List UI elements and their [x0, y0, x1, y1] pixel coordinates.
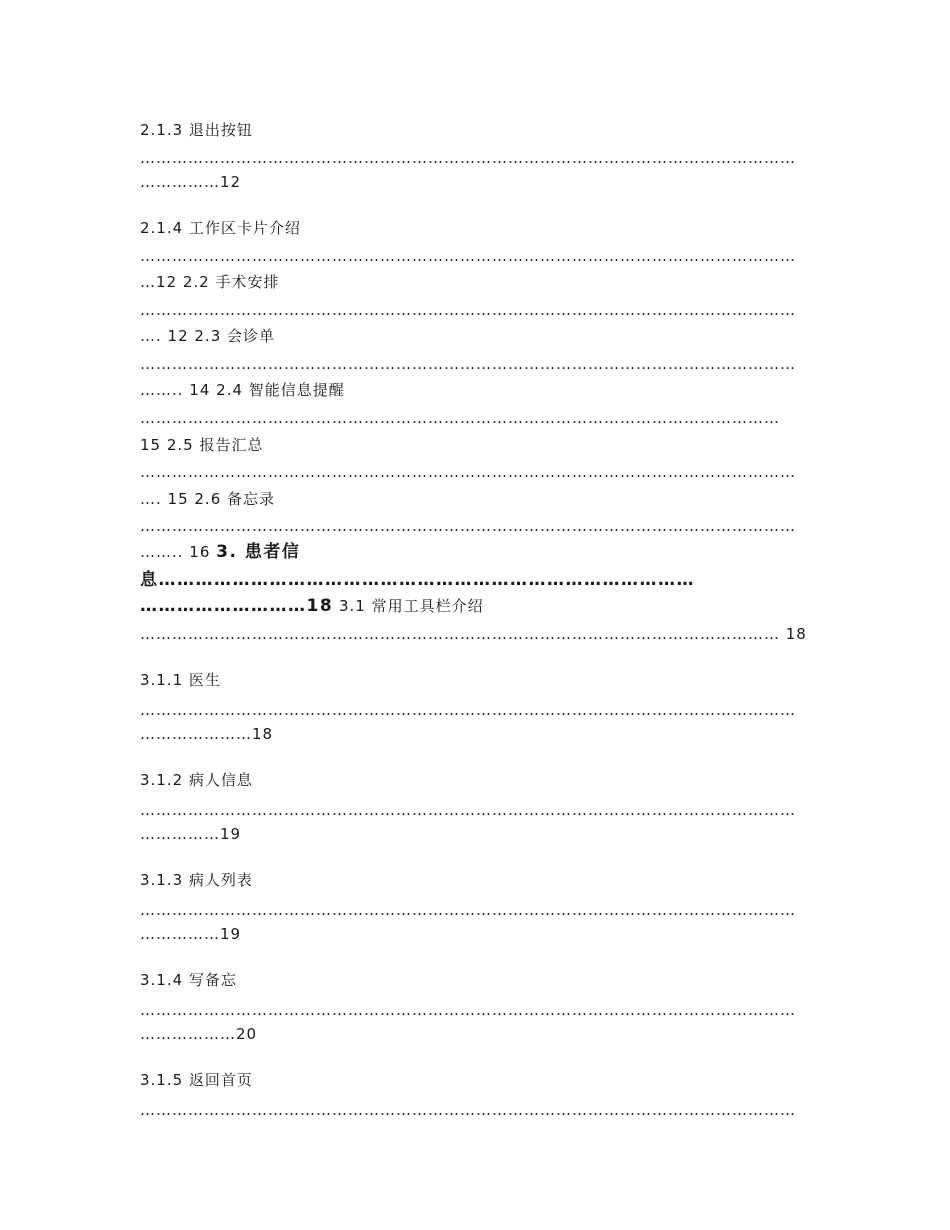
toc-line: …. 12 2.3 会诊单	[140, 327, 276, 345]
toc-leader: ……………………………………………………………………………………………………………	[140, 355, 796, 373]
toc-line: ……………19	[140, 925, 242, 943]
toc-leader: ……………………………………………………………………………………………………………	[140, 463, 796, 481]
toc-leader: ……………………………………………………………………………………………………………	[140, 1101, 796, 1119]
toc-leader: ……………………………………………………………………………………………………………	[140, 517, 796, 535]
toc-line: …12 2.2 手术安排	[140, 273, 280, 291]
toc-leader: ……………………………………………………………………………………………………………	[140, 149, 796, 167]
toc-chapter-line	[140, 596, 484, 616]
toc-leader: ……………………………………………………………………………………………………………	[140, 247, 796, 265]
toc-line: ……………12	[140, 173, 242, 191]
toc-leader: ………………………………………………………………………………………………………… 18	[140, 625, 807, 643]
toc-line: …….. 14 2.4 智能信息提醒	[140, 381, 345, 399]
toc-line: 15 2.5 报告汇总	[140, 436, 264, 454]
toc-line: 3.1.4 写备忘	[140, 971, 237, 989]
toc-line: 2.1.4 工作区卡片介绍	[140, 219, 301, 237]
toc-leader: ……………………………………………………………………………………………………………	[140, 901, 796, 919]
toc-line: 3.1.2 病人信息	[140, 771, 253, 789]
toc-leader: ……………………………………………………………………………………………………………	[140, 1001, 796, 1019]
toc-chapter-line	[140, 542, 300, 562]
toc-line: ………………20	[140, 1025, 258, 1043]
toc-leader: ……………………………………………………………………………………………………………	[140, 801, 796, 819]
toc-line: 3.1.5 返回首页	[140, 1071, 253, 1089]
toc-leader: ……………………………………………………………………………………………………………	[140, 701, 796, 719]
chapter-heading-leader: 息……………………………………………………………………………	[140, 570, 695, 590]
toc-line: 3.1.3 病人列表	[140, 871, 253, 889]
toc-line: 3.1.1 医生	[140, 671, 221, 689]
chapter-heading: 3. 患者信	[216, 542, 301, 562]
toc-leader: …………………………………………………………………………………………………………	[140, 409, 780, 427]
toc-line: …………………18	[140, 725, 274, 743]
chapter-heading-page: ………………………18	[140, 596, 334, 616]
toc-line-prefix: …….. 16	[140, 543, 217, 561]
toc-line: ……………19	[140, 825, 242, 843]
toc-leader: ……………………………………………………………………………………………………………	[140, 301, 796, 319]
toc-section: 3.1 常用工具栏介绍	[333, 597, 484, 615]
toc-line: 2.1.3 退出按钮	[140, 121, 253, 139]
toc-line: …. 15 2.6 备忘录	[140, 490, 276, 508]
